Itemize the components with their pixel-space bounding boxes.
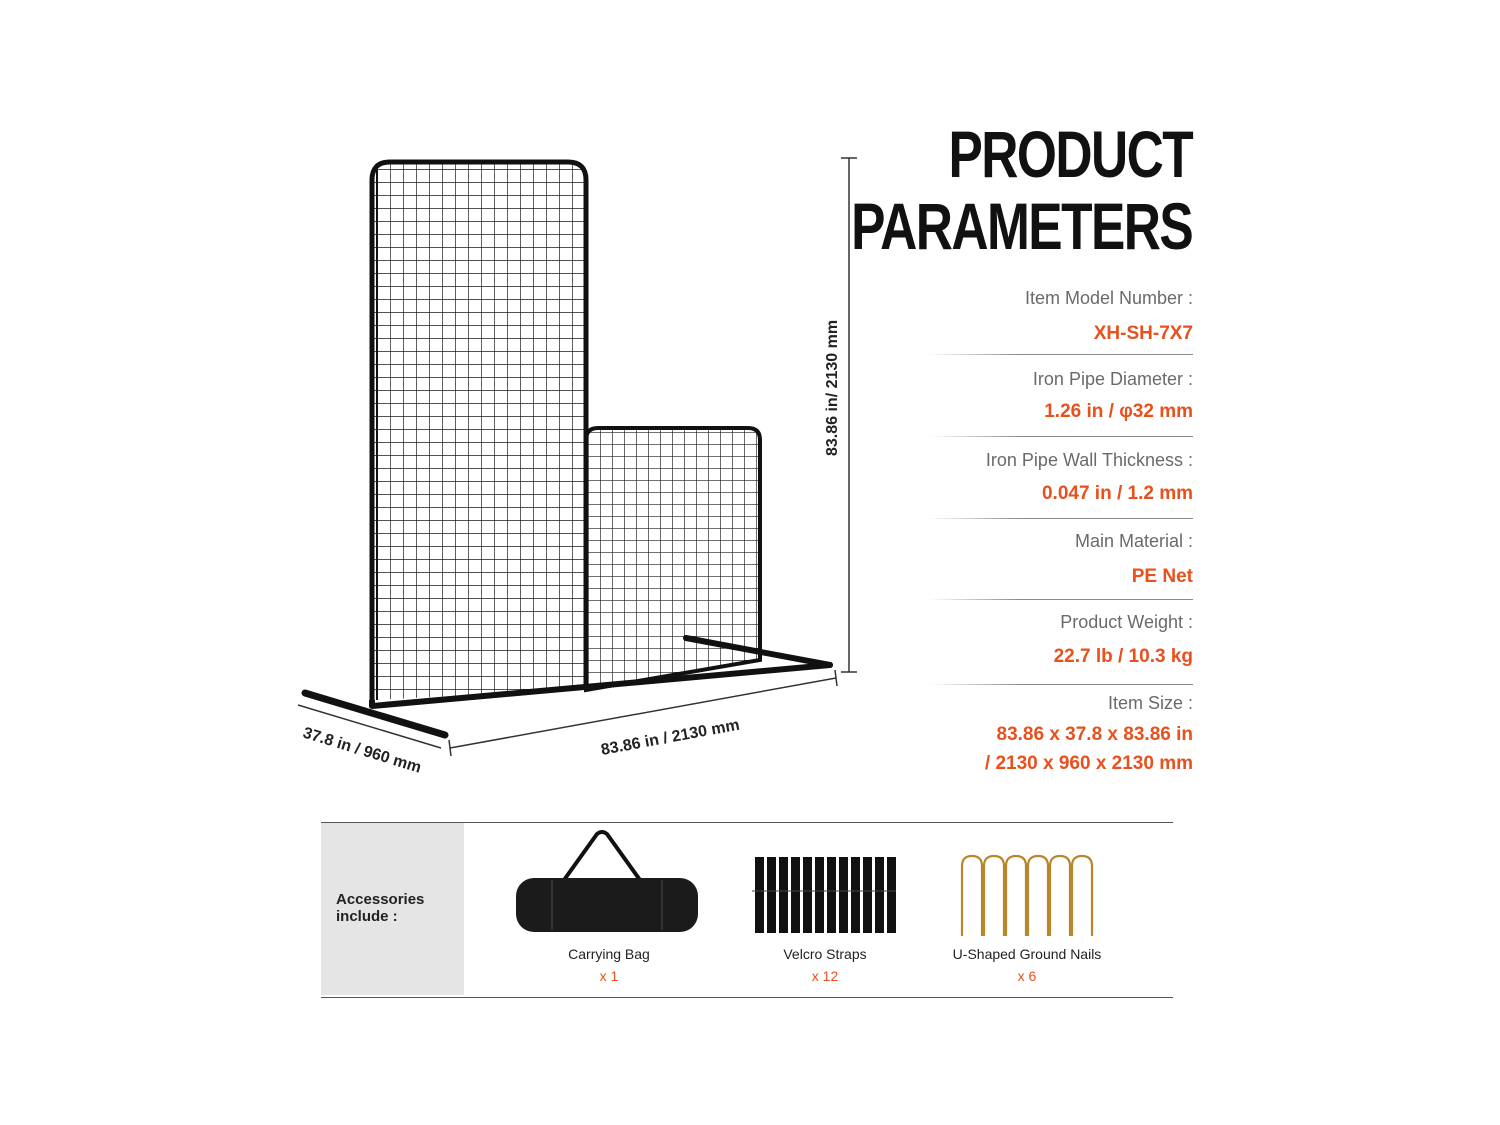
divider [928,518,1193,519]
param-value-pipe-diameter: 1.26 in / φ32 mm [1044,401,1193,422]
param-label-pipe-diameter: Iron Pipe Diameter : [1032,369,1193,389]
param-value-size-mm: / 2130 x 960 x 2130 mm [984,753,1193,774]
height-dimension-label: 83.86 in/ 2130 mm [824,319,841,456]
param-value-weight: 22.7 lb / 10.3 kg [1053,646,1193,667]
carrying-bag-image [512,830,702,935]
accessory-name-bag: Carrying Bag [568,946,650,962]
param-label-model: Item Model Number : [1024,288,1193,308]
accessories-heading: Accessories include : [336,891,425,925]
short-net-panel [586,428,760,690]
velcro-straps-image [752,855,896,935]
param-label-material: Main Material : [1074,531,1193,551]
product-diagram [290,145,870,785]
depth-dimension-label: 37.8 in / 960 mm [300,724,424,777]
accessory-name-nails: U-Shaped Ground Nails [952,946,1102,962]
width-dimension-label: 83.86 in / 2130 mm [599,716,741,759]
accessory-name-straps: Velcro Straps [783,946,867,962]
divider [928,684,1193,685]
param-value-size-in: 83.86 x 37.8 x 83.86 in [996,724,1193,745]
accessory-qty-nails: x 6 [1017,968,1037,984]
param-value-model: XH-SH-7X7 [1093,323,1193,344]
tall-net-panel [372,162,586,700]
param-label-weight: Product Weight : [1060,612,1193,632]
accessory-qty-straps: x 12 [811,968,839,984]
divider [928,354,1193,355]
param-label-wall-thickness: Iron Pipe Wall Thickness : [985,450,1193,470]
title-line-2: PARAMETERS [851,189,1192,263]
page-title [851,118,1192,262]
param-value-wall-thickness: 0.047 in / 1.2 mm [1041,483,1193,504]
u-shaped-nails-image [958,852,1098,937]
title-line-1: PRODUCT [948,117,1192,191]
param-value-material: PE Net [1131,566,1193,587]
divider [928,599,1193,600]
accessory-qty-bag: x 1 [599,968,619,984]
divider [928,436,1193,437]
param-label-size: Item Size : [1107,693,1193,713]
